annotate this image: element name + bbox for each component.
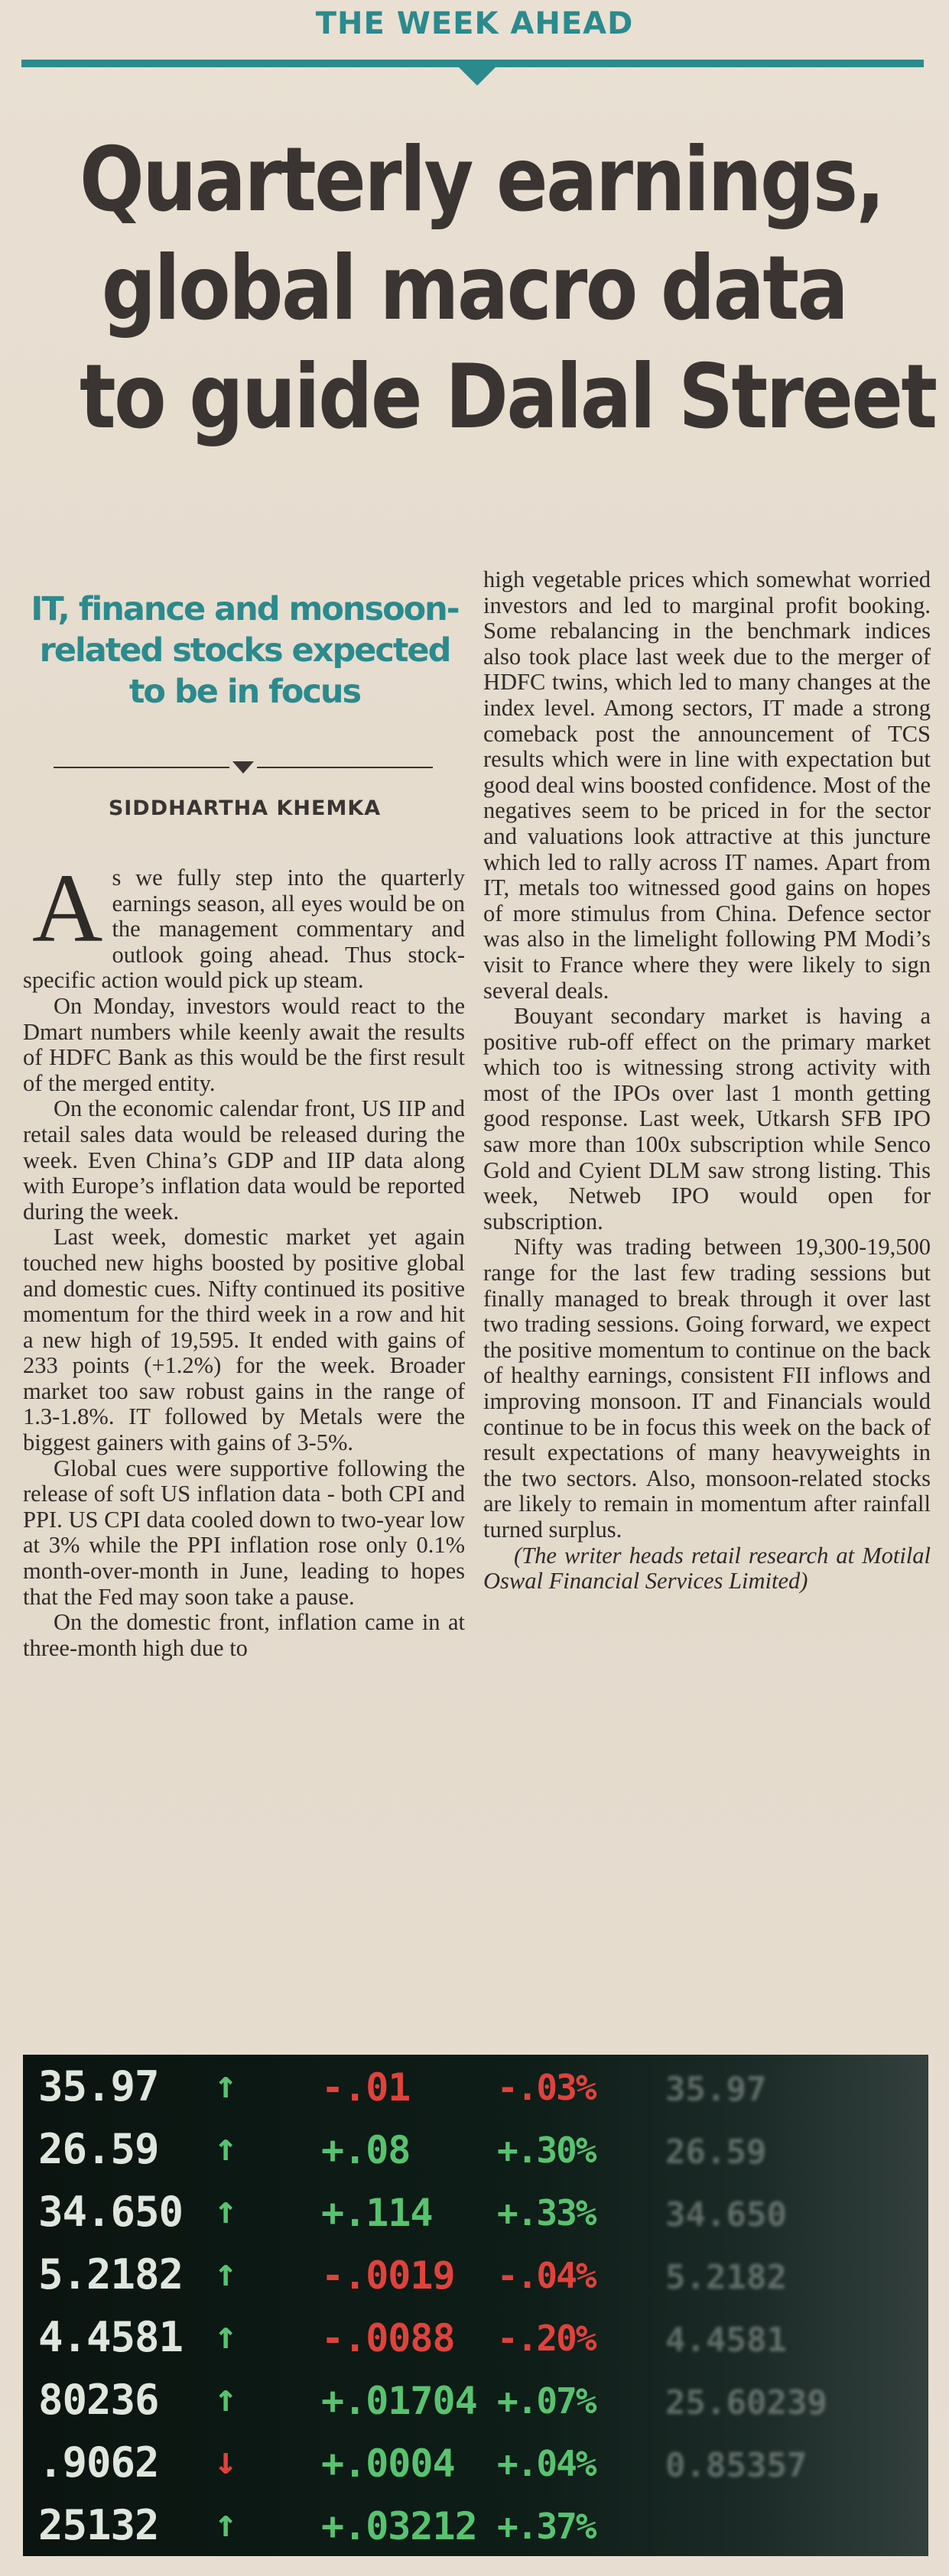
ticker-value: 4.4581: [38, 2313, 184, 2361]
ticker-change: +.0004: [321, 2441, 455, 2486]
ticker-value: 35.97: [38, 2062, 159, 2110]
ticker-row: [23, 2246, 928, 2307]
ticker-percent: -.20%: [497, 2318, 596, 2359]
kicker-notch: [457, 66, 497, 86]
ticker-change: -.0019: [321, 2253, 455, 2298]
ticker-change: +.03212: [321, 2504, 477, 2548]
paragraph: On the economic calendar front, US IIP and retail sales data would be released during the week. Even China’s GDP and IIP data along with Europe’s inflation data would be reported during the week.: [23, 1095, 465, 1225]
ticker-row: [23, 2371, 928, 2432]
headline-line: global macro data: [101, 237, 847, 340]
ticker-row: [23, 2120, 928, 2182]
ticker-change: +.08: [321, 2128, 411, 2172]
author-credit: (The writer heads retail research at Motilal Oswal Financial Services Limited): [483, 1542, 931, 1595]
byline: SIDDHARTHA KHEMKA: [108, 796, 382, 820]
lead-paragraph: [23, 854, 465, 994]
paragraph: Bouyant secondary market is having a positive rub-off effect on the primary market which too is witnessing strong activity with most of the IPOs over last 1 month getting good response. Last week, Utkarsh SFB IPO saw more than 100x subscription while Senco Gold and Cyient DLM saw strong listing. This week, Netweb IPO would open for subscription.: [483, 1003, 931, 1234]
headline-line: Quarterly earnings,: [80, 128, 883, 232]
paragraph: Global cues were supportive following the release of soft US inflation data - both CPI and PPI. US CPI data cooled down to two-year low at 3% while the PPI inflation rose only 0.1% month-over-month in June, leading to hopes that the Fed may soon take a pause.: [23, 1455, 465, 1610]
ticker-percent: +.30%: [497, 2130, 596, 2171]
paragraph: Nifty was trading between 19,300-19,500 range for the last few trading sessions but finally managed to break through it over last two trading sessions. Going forward, we expect the positive momentum to continue on the back of healthy earnings, consistent FII inflows and improving monsoon. IT and Financials would continue to be in focus this week on the back of result expectations of many heavyweights in the two sectors. Also, monsoon-related stocks are likely to remain in momentum after rainfall turned surplus.: [483, 1234, 931, 1543]
arrow-down-icon: ↓: [214, 2438, 238, 2483]
ticker-percent: +.33%: [497, 2192, 596, 2234]
arrow-up-icon: ↑: [214, 2376, 238, 2420]
arrow-up-icon: ↑: [214, 2125, 238, 2169]
ticker-percent: +.37%: [497, 2506, 596, 2547]
ticker-change: -.0088: [321, 2316, 455, 2360]
paragraph: Last week, domestic market yet again touched new highs boosted by positive global and domestic cues. Nifty continued its positive momentum for the third week in a row and hit a new high of 19,595. It ended with gains of 233 points (+1.2%) for the week. Broader market too saw robust gains in the range of 1.3-1.8%. IT followed by Metals were the biggest gainers with gains of 3-5%.: [23, 1224, 465, 1456]
divider: [54, 767, 229, 768]
headline-line: to guide Dalal Street: [80, 346, 936, 449]
ticker-change: +.114: [321, 2191, 433, 2235]
standfirst: IT, finance and monsoon-related stocks expected to be in focus: [31, 590, 459, 711]
ticker-change: -.01: [321, 2065, 411, 2110]
ticker-value: 26.59: [38, 2125, 159, 2173]
ticker-percent: +.07%: [497, 2380, 596, 2422]
ticker-value: 34.650: [38, 2188, 184, 2236]
ticker-row: [23, 2497, 928, 2556]
ticker-ghost-value: 4.4581: [665, 2321, 787, 2360]
headline: [80, 126, 936, 452]
drop-cap: A: [32, 854, 103, 962]
arrow-up-icon: ↑: [214, 2062, 238, 2107]
ticker-ghost-value: 25.60239: [665, 2383, 827, 2422]
arrow-up-icon: ↑: [214, 2188, 238, 2232]
ticker-ghost-value: 34.650: [665, 2195, 787, 2234]
stock-ticker-photo: [23, 2055, 928, 2556]
article-column-right: [483, 567, 931, 1595]
ticker-ghost-value: 26.59: [665, 2133, 767, 2172]
ticker-ghost-value: 0.85357: [665, 2446, 808, 2485]
ticker-row: [23, 2183, 928, 2244]
ticker-percent: +.04%: [497, 2443, 596, 2484]
ticker-row: [23, 2058, 928, 2119]
down-arrow-icon: [232, 761, 254, 774]
divider: [257, 767, 433, 768]
ticker-value: .9062: [38, 2438, 159, 2487]
arrow-up-icon: ↑: [214, 2313, 238, 2357]
section-kicker: THE WEEK AHEAD: [315, 6, 634, 41]
ticker-change: +.01704: [321, 2379, 477, 2423]
ticker-value: 25132: [38, 2501, 159, 2549]
paragraph: high vegetable prices which somewhat worried investors and led to marginal profit booking. Some rebalancing in the benchmark indices also took place last week due to the merger of HDFC twins, which led to many changes at the index level. Among sectors, IT made a strong comeback post the announcement of TCS results which were in line with expectation but good deal wins boosted confidence. Most of the negatives seem to be priced in for the sector and valuations look attractive at this juncture which led to rally across IT names. Apart from IT, metals too witnessed good gains on hopes of more stimulus from China. Defence sector was also in the limelight following PM Modi’s visit to France where they were likely to sign several deals.: [483, 566, 931, 1004]
ticker-ghost-value: 5.2182: [665, 2258, 787, 2297]
ticker-value: 5.2182: [38, 2250, 184, 2299]
arrow-up-icon: ↑: [214, 2501, 238, 2545]
paragraph: On Monday, investors would react to the Dmart numbers while keenly await the results of HDFC Bank as this would be the first result of the merged entity.: [23, 992, 465, 1096]
arrow-up-icon: ↑: [214, 2250, 238, 2295]
ticker-row: [23, 2434, 928, 2495]
ticker-percent: -.03%: [497, 2067, 596, 2108]
lead-text: s we fully step into the quarterly earnings season, all eyes would be on the management commentary and outlook going ahead. Thus stock-specific action would pick up steam.: [23, 865, 465, 994]
ticker-ghost-value: 35.97: [665, 2070, 767, 2109]
article-column-left: [23, 854, 465, 1661]
ticker-row: [23, 2308, 928, 2370]
ticker-percent: -.04%: [497, 2255, 596, 2296]
ticker-value: 80236: [38, 2376, 159, 2424]
paragraph: On the domestic front, inflation came in at three-month high due to: [23, 1609, 465, 1661]
